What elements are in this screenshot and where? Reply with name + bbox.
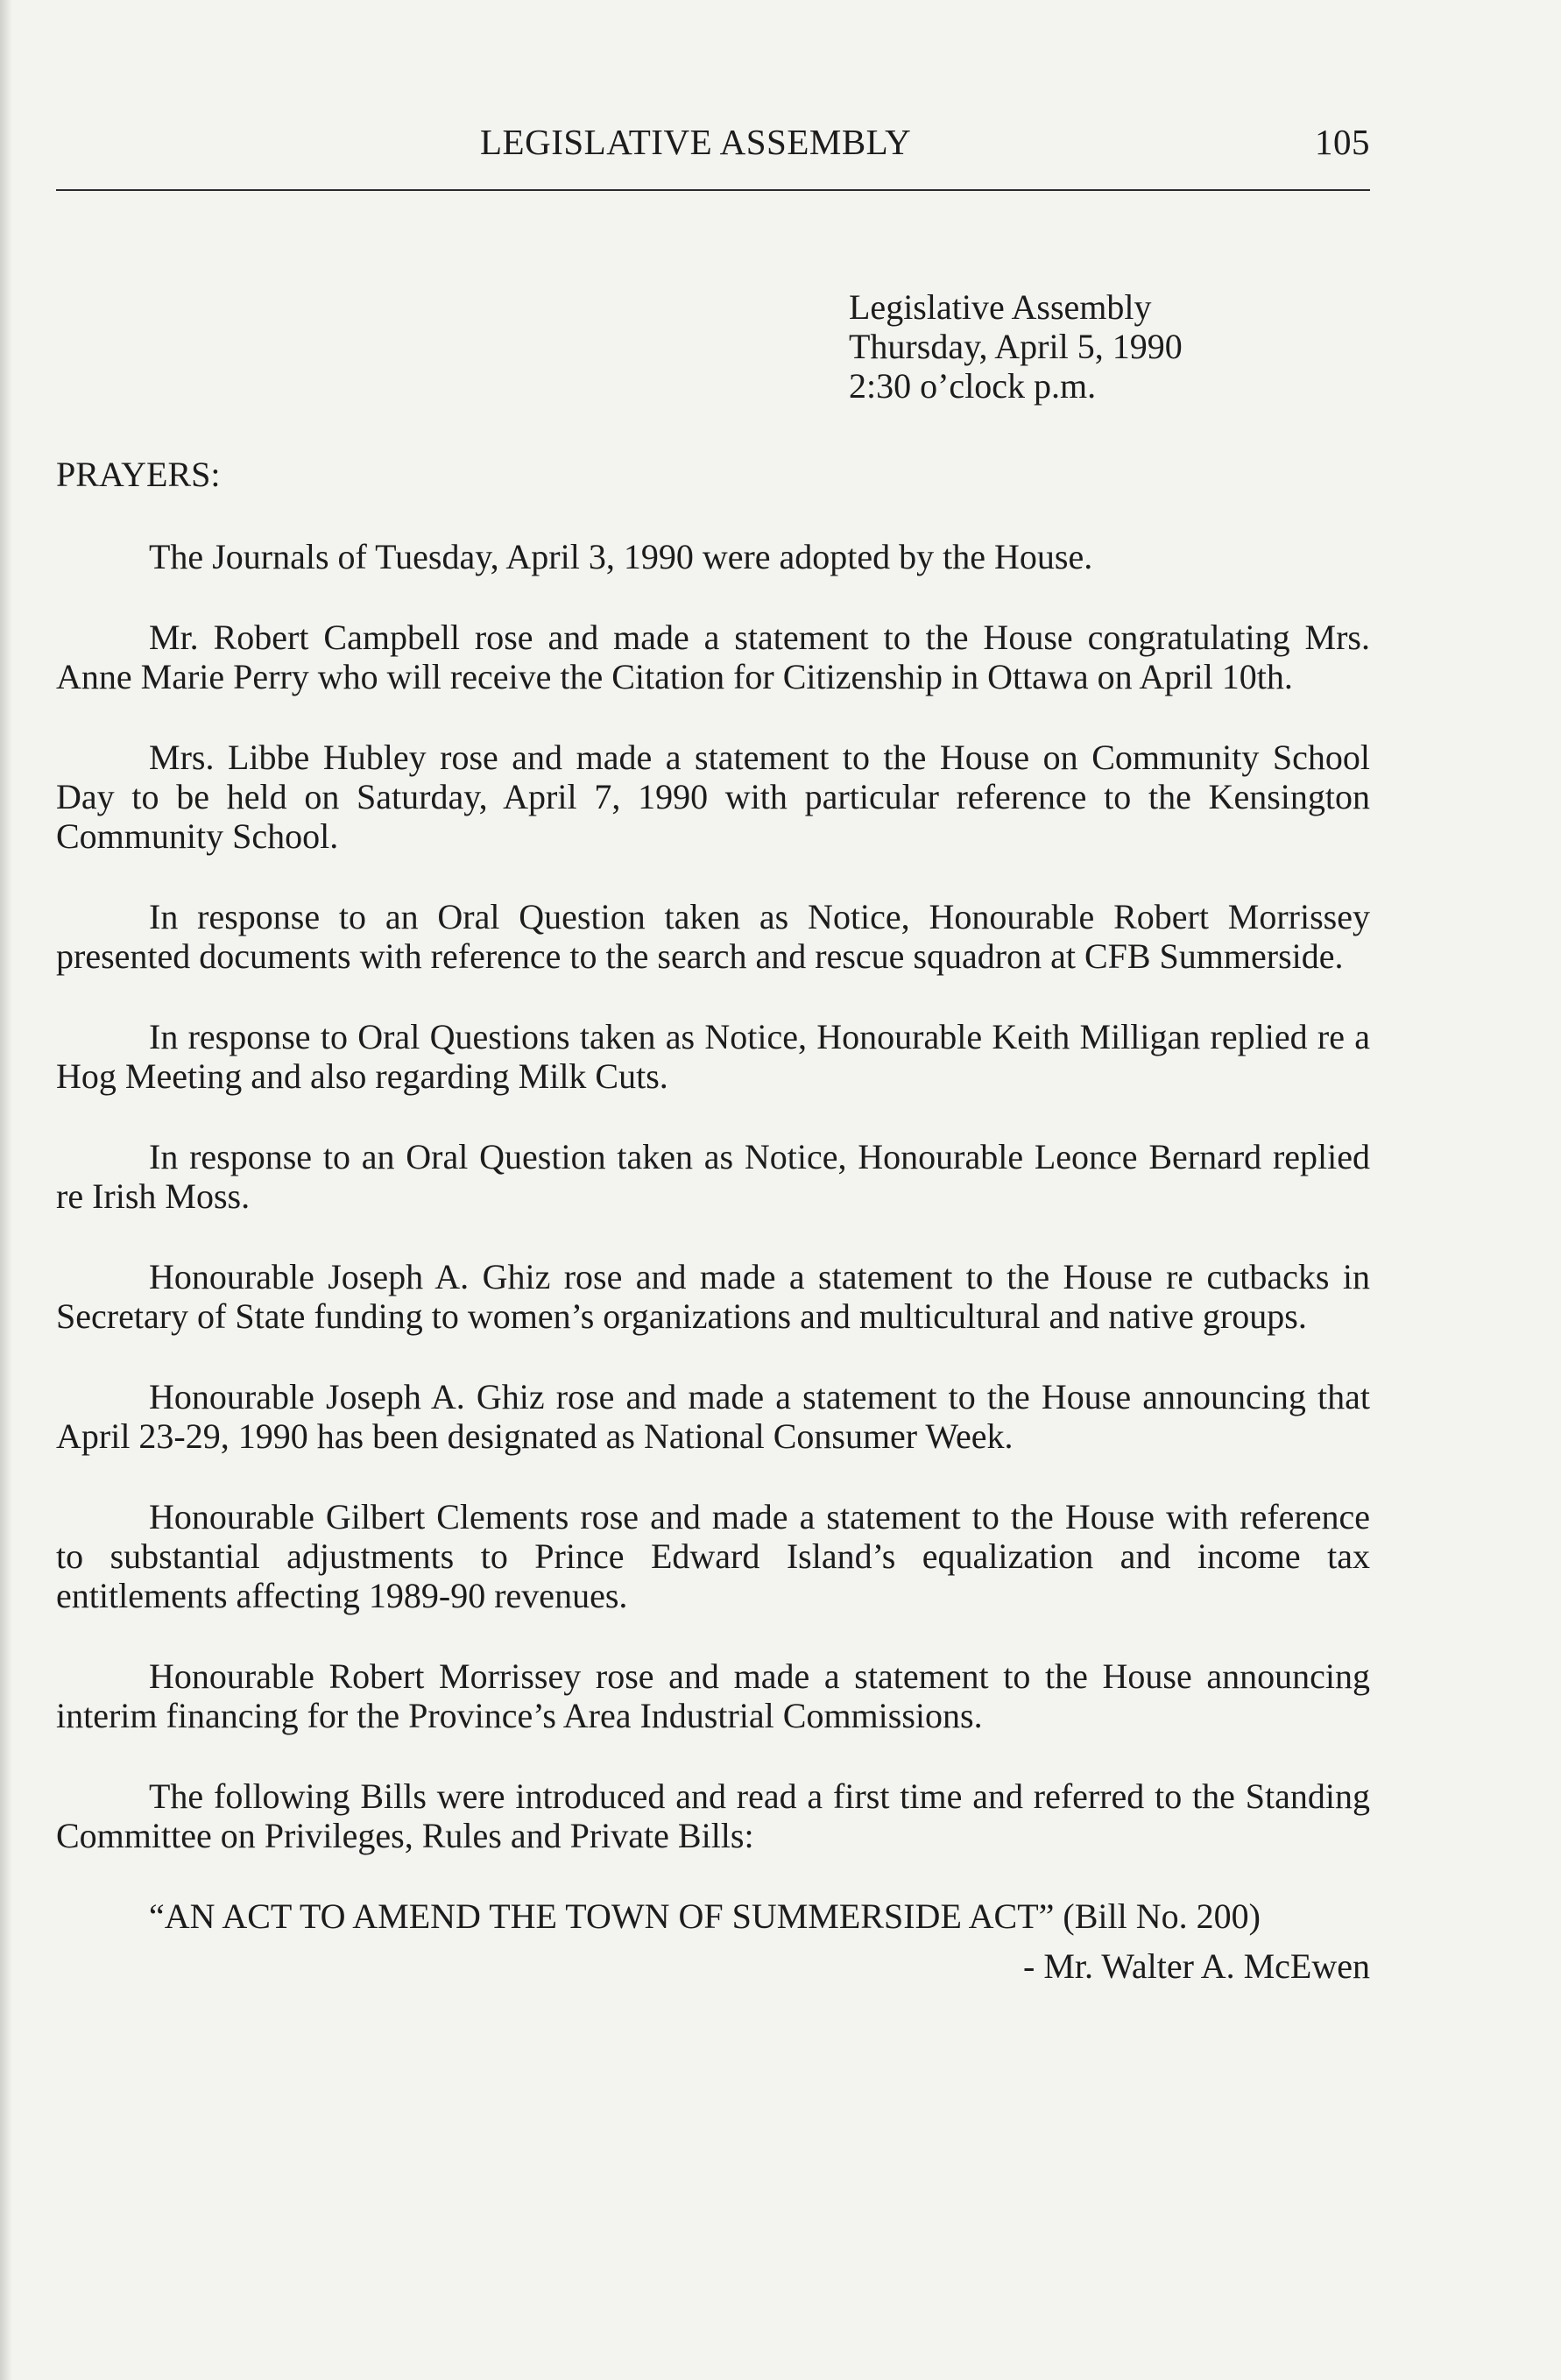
running-head-title: LEGISLATIVE ASSEMBLY [480,122,912,162]
sitting-block [849,287,1183,406]
sitting-date: Thursday, April 5, 1990 [849,327,1183,366]
sitting-body: Legislative Assembly [849,287,1152,327]
paragraph-ghiz-consumer-week: Honourable Joseph A. Ghiz rose and made a statement to the House announcing that April 23-29, 1990 has been designated as National Consumer Week. [56,1377,1370,1456]
paragraph-campbell-statement: Mr. Robert Campbell rose and made a statement to the House congratulating Mrs. Anne Marie Perry who will receive the Citation for Citizenship in Ottawa on April 10th. [56,618,1370,696]
paragraph-bernard-response: In response to an Oral Question taken as Notice, Honourable Leonce Bernard replied re Irish Moss. [56,1137,1370,1216]
sitting-time: 2:30 o’clock p.m. [849,366,1097,406]
paragraph-hubley-statement: Mrs. Libbe Hubley rose and made a statement to the House on Community School Day to be held on Saturday, April 7, 1990 with particular reference to the Kensington Community School. [56,738,1370,856]
paragraph-milligan-response: In response to Oral Questions taken as Notice, Honourable Keith Milligan replied re a Hog Meeting and also regarding Milk Cuts. [56,1017,1370,1096]
bill-sponsor: - Mr. Walter A. McEwen [1023,1946,1370,1986]
journal-body [56,537,1370,1986]
paragraph-ghiz-cutbacks: Honourable Joseph A. Ghiz rose and made a statement to the House re cutbacks in Secretary of State funding to women’s organizations and multicultural and native groups. [56,1257,1370,1336]
header-rule [56,189,1370,191]
page-number: 105 [1315,122,1370,162]
prayers-heading: PRAYERS: [56,455,221,494]
paragraph-morrissey-response: In response to an Oral Question taken as Notice, Honourable Robert Morrissey presented documents with reference to the search and rescue squadron at CFB Summerside. [56,897,1370,976]
bill-title: “AN ACT TO AMEND THE TOWN OF SUMMERSIDE ACT” (Bill No. 200) [149,1896,1261,1936]
running-head [56,121,1370,173]
page-edge-shadow [0,0,12,2380]
paragraph-bills-introduced: The following Bills were introduced and read a first time and referred to the Standing Committee on Privileges, Rules and Private Bills: [56,1776,1370,1855]
paragraph-journals-adopted: The Journals of Tuesday, April 3, 1990 were adopted by the House. [149,537,1093,576]
paragraph-morrissey-statement: Honourable Robert Morrissey rose and made a statement to the House announcing interim financing for the Province’s Area Industrial Commissions. [56,1656,1370,1735]
paragraph-clements-statement: Honourable Gilbert Clements rose and made a statement to the House with reference to substantial adjustments to Prince Edward Island’s equalization and income tax entitlements affecting 1989-90 revenues. [56,1497,1370,1615]
